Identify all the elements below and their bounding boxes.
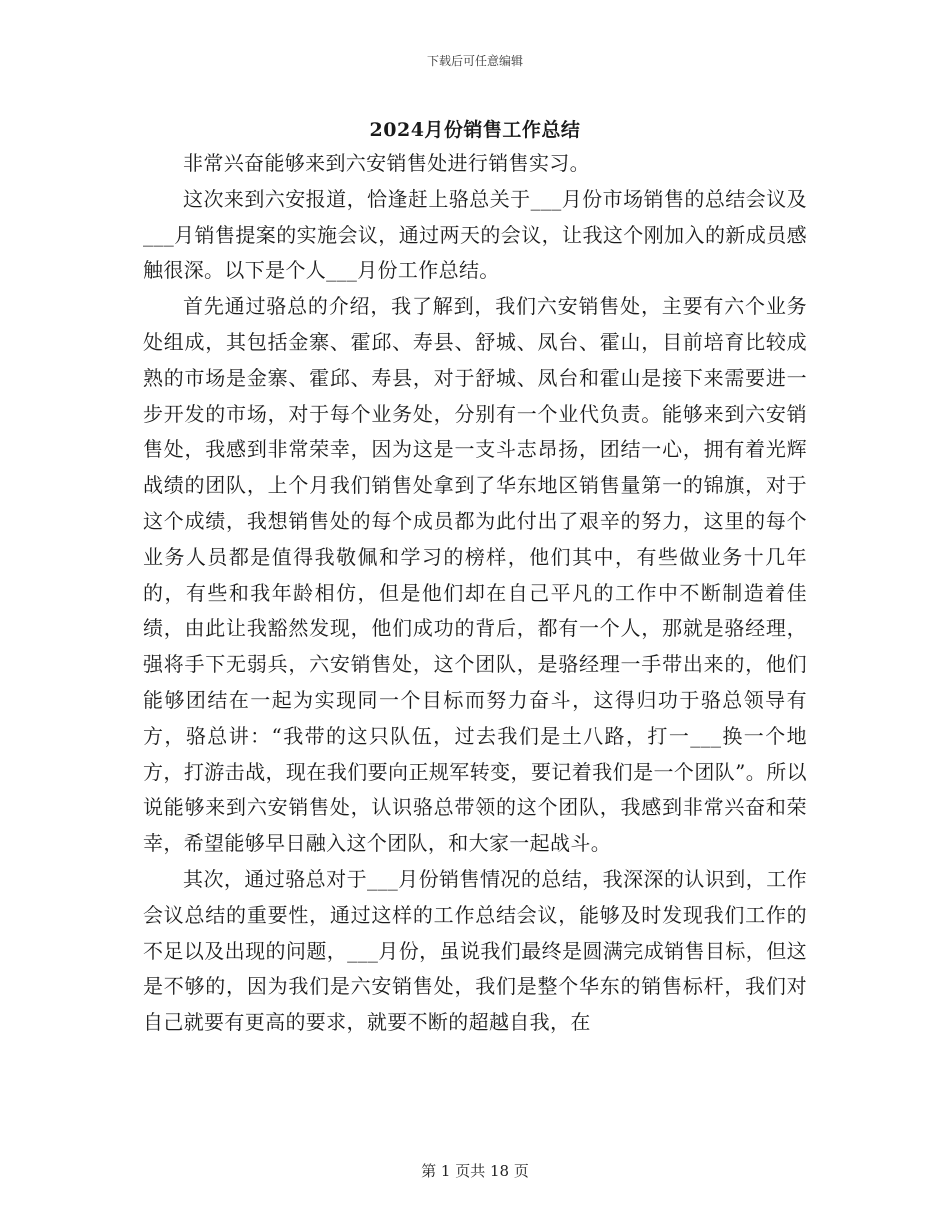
paragraph-1: 非常兴奋能够来到六安销售处进行销售实习。 — [183, 151, 590, 175]
document-body — [143, 146, 807, 1041]
header-note: 下载后可任意编辑 — [426, 54, 523, 68]
paragraph-4: 其次，通过骆总对于___月份销售情况的总结，我深深的认识到，工作会议总结的重要性，通过这样的工作总结会议，能够及时发现我们工作的不足以及出现的问题，___月份，虽说我们最终是圆满完成销售目标，但这是不够的，因为我们是六安销售处，我们是整个华东的销售标杆，我们对自己就要有更高的要求，就要不断的超越自我，在 — [143, 866, 807, 1035]
document-title: 2024月份销售工作总结 — [369, 119, 581, 141]
page-indicator: 第 1 页共 18 页 — [421, 1162, 529, 1180]
paragraph-2: 这次来到六安报道，恰逢赶上骆总关于___月份市场销售的总结会议及___月销售提案的实施会议，通过两天的会议，让我这个刚加入的新成员感触很深。以下是个人___月份工作总结。 — [143, 186, 807, 283]
paragraph-3: 首先通过骆总的介绍，我了解到，我们六安销售处，主要有六个业务处组成，其包括金寨、霍邱、寿县、舒城、凤台、霍山，目前培育比较成熟的市场是金寨、霍邱、寿县，对于舒城、凤台和霍山是接下来需要进一步开发的市场，对于每个业务处，分别有一个业代负责。能够来到六安销售处，我感到非常荣幸，因为这是一支斗志昂扬，团结一心，拥有着光辉战绩的团队，上个月我们销售处拿到了华东地区销售量第一的锦旗，对于这个成绩，我想销售处的每个成员都为此付出了艰辛的努力，这里的每个业务人员都是值得我敬佩和学习的榜样，他们其中，有些做业务十几年的，有些和我年龄相仿，但是他们却在自己平凡的工作中不断制造着佳绩，由此让我豁然发现，他们成功的背后，都有一个人，那就是骆经理，强将手下无弱兵，六安销售处，这个团队，是骆经理一手带出来的，他们能够团结在一起为实现同一个目标而努力奋斗，这得归功于骆总领导有方，骆总讲：“我带的这只队伍，过去我们是土八路，打一___换一个地方，打游击战，现在我们要向正规军转变，要记着我们是一个团队”。所以说能够来到六安销售处，认识骆总带领的这个团队，我感到非常兴奋和荣幸，希望能够早日融入这个团队，和大家一起战斗。 — [143, 294, 807, 856]
